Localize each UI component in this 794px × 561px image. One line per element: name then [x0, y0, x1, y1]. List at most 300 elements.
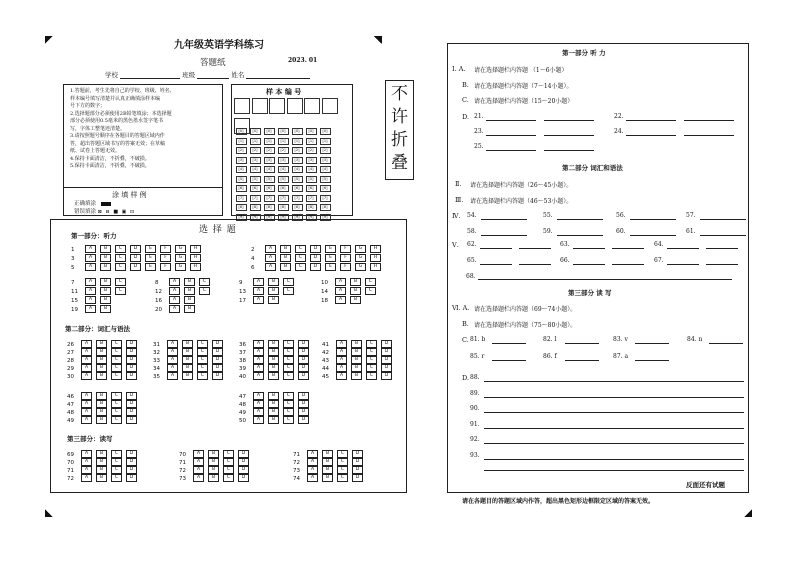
answer-bubble[interactable]: E — [325, 245, 336, 253]
answer-bubble[interactable]: C — [283, 416, 294, 424]
answer-bubble[interactable]: A — [193, 466, 204, 474]
answer-bubble[interactable]: C — [115, 278, 126, 286]
answer-bubble[interactable]: A — [81, 364, 92, 372]
answer-bubble[interactable]: C — [365, 278, 376, 286]
answer-bubble[interactable]: D — [126, 474, 137, 482]
sample-digit-bubble[interactable]: [8] — [236, 204, 247, 211]
sample-digit-bubble[interactable]: [3] — [250, 157, 261, 164]
answer-bubble[interactable]: D — [126, 466, 137, 474]
answer-bubble[interactable]: C — [366, 356, 377, 364]
answer-bubble[interactable]: D — [212, 372, 223, 380]
answer-line[interactable] — [684, 120, 734, 121]
answer-line[interactable] — [484, 412, 744, 413]
answer-bubble[interactable]: B — [184, 278, 195, 286]
answer-line[interactable] — [486, 120, 536, 121]
answer-bubble[interactable]: A — [335, 278, 346, 286]
answer-bubble[interactable]: A — [81, 400, 92, 408]
answer-bubble[interactable]: G — [355, 254, 366, 262]
answer-bubble[interactable]: B — [100, 254, 111, 262]
answer-bubble[interactable]: B — [96, 348, 107, 356]
sample-digit-bubble[interactable]: [2] — [320, 147, 331, 154]
answer-bubble[interactable]: G — [175, 254, 186, 262]
answer-bubble[interactable]: C — [111, 458, 122, 466]
answer-bubble[interactable]: F — [160, 245, 171, 253]
answer-bubble[interactable]: A — [253, 400, 264, 408]
answer-bubble[interactable]: A — [81, 372, 92, 380]
answer-bubble[interactable]: A — [167, 372, 178, 380]
answer-bubble[interactable]: C — [197, 372, 208, 380]
answer-bubble[interactable]: A — [81, 392, 92, 400]
answer-bubble[interactable]: D — [212, 356, 223, 364]
answer-bubble[interactable]: B — [268, 392, 279, 400]
answer-bubble[interactable]: F — [160, 263, 171, 271]
sample-digit-bubble[interactable]: [7] — [236, 195, 247, 202]
answer-bubble[interactable]: B — [322, 458, 333, 466]
answer-line[interactable] — [565, 360, 599, 361]
answer-bubble[interactable]: D — [238, 450, 249, 458]
answer-bubble[interactable]: E — [145, 254, 156, 262]
answer-line[interactable] — [565, 343, 599, 344]
answer-bubble[interactable]: B — [96, 392, 107, 400]
answer-line[interactable] — [630, 219, 676, 220]
answer-line[interactable] — [630, 235, 676, 236]
answer-bubble[interactable]: D — [381, 348, 392, 356]
answer-bubble[interactable]: B — [96, 458, 107, 466]
answer-line[interactable] — [480, 264, 512, 265]
answer-bubble[interactable]: C — [337, 450, 348, 458]
answer-bubble[interactable]: D — [212, 364, 223, 372]
answer-bubble[interactable]: D — [130, 263, 141, 271]
answer-line[interactable] — [481, 219, 527, 220]
sample-digit-bubble[interactable]: [6] — [306, 185, 317, 192]
sample-digit-bubble[interactable]: [6] — [264, 185, 275, 192]
sample-digit-bubble[interactable]: [0] — [292, 128, 303, 135]
sample-digit-bubble[interactable]: [1] — [236, 138, 247, 145]
sample-digit-bubble[interactable]: [7] — [292, 195, 303, 202]
answer-bubble[interactable]: D — [298, 348, 309, 356]
answer-bubble[interactable]: C — [111, 372, 122, 380]
sample-digit-bubble[interactable]: [5] — [250, 176, 261, 183]
answer-bubble[interactable]: D — [381, 372, 392, 380]
sample-write-cell[interactable] — [287, 98, 303, 114]
answer-bubble[interactable]: E — [325, 263, 336, 271]
sample-digit-bubble[interactable]: [6] — [320, 185, 331, 192]
answer-bubble[interactable]: C — [366, 348, 377, 356]
sample-digit-bubble[interactable]: [4] — [264, 166, 275, 173]
answer-bubble[interactable]: H — [190, 254, 201, 262]
answer-line[interactable] — [557, 235, 603, 236]
sample-write-cell[interactable] — [234, 98, 250, 114]
answer-bubble[interactable]: B — [268, 356, 279, 364]
answer-line[interactable] — [486, 150, 536, 151]
answer-bubble[interactable]: A — [85, 278, 96, 286]
answer-line[interactable] — [573, 248, 605, 249]
sample-digit-bubble[interactable]: [2] — [264, 147, 275, 154]
answer-bubble[interactable]: D — [298, 356, 309, 364]
sample-digit-bubble[interactable]: [3] — [320, 157, 331, 164]
answer-line[interactable] — [612, 264, 644, 265]
answer-bubble[interactable]: B — [268, 287, 279, 295]
answer-bubble[interactable]: A — [307, 474, 318, 482]
answer-bubble[interactable]: A — [193, 450, 204, 458]
answer-bubble[interactable]: A — [167, 364, 178, 372]
answer-bubble[interactable]: A — [167, 348, 178, 356]
answer-bubble[interactable]: D — [310, 245, 321, 253]
answer-bubble[interactable]: A — [193, 474, 204, 482]
answer-bubble[interactable]: D — [212, 348, 223, 356]
answer-bubble[interactable]: A — [81, 348, 92, 356]
answer-bubble[interactable]: C — [197, 340, 208, 348]
answer-bubble[interactable]: C — [283, 364, 294, 372]
answer-bubble[interactable]: A — [335, 296, 346, 304]
name-field[interactable] — [246, 78, 310, 79]
answer-bubble[interactable]: B — [268, 400, 279, 408]
answer-bubble[interactable]: B — [322, 466, 333, 474]
answer-bubble[interactable]: C — [199, 287, 210, 295]
answer-bubble[interactable]: A — [336, 364, 347, 372]
sample-digit-bubble[interactable]: [3] — [236, 157, 247, 164]
answer-bubble[interactable]: C — [283, 278, 294, 286]
answer-bubble[interactable]: A — [81, 466, 92, 474]
answer-bubble[interactable]: B — [208, 466, 219, 474]
answer-bubble[interactable]: A — [81, 458, 92, 466]
answer-bubble[interactable]: D — [126, 340, 137, 348]
answer-bubble[interactable]: C — [111, 364, 122, 372]
sample-digit-bubble[interactable]: [0] — [250, 128, 261, 135]
answer-bubble[interactable]: B — [280, 263, 291, 271]
answer-line[interactable] — [492, 343, 526, 344]
sample-digit-bubble[interactable]: [7] — [320, 195, 331, 202]
answer-bubble[interactable]: B — [208, 450, 219, 458]
answer-bubble[interactable]: A — [253, 296, 264, 304]
answer-bubble[interactable]: A — [265, 245, 276, 253]
sample-digit-bubble[interactable]: [7] — [264, 195, 275, 202]
sample-digit-bubble[interactable]: [3] — [292, 157, 303, 164]
answer-bubble[interactable]: C — [111, 356, 122, 364]
sample-digit-bubble[interactable]: [2] — [278, 147, 289, 154]
sample-digit-bubble[interactable]: [8] — [306, 204, 317, 211]
sample-digit-bubble[interactable]: [5] — [236, 176, 247, 183]
answer-bubble[interactable]: A — [253, 278, 264, 286]
answer-bubble[interactable]: H — [190, 245, 201, 253]
sample-digit-bubble[interactable]: [5] — [264, 176, 275, 183]
answer-bubble[interactable]: D — [310, 254, 321, 262]
answer-bubble[interactable]: C — [283, 392, 294, 400]
answer-bubble[interactable]: D — [130, 245, 141, 253]
sample-digit-bubble[interactable]: [3] — [264, 157, 275, 164]
answer-bubble[interactable]: C — [223, 474, 234, 482]
sample-digit-bubble[interactable]: [6] — [236, 185, 247, 192]
sample-digit-bubble[interactable]: [7] — [306, 195, 317, 202]
answer-line[interactable] — [480, 248, 512, 249]
answer-line[interactable] — [544, 135, 594, 136]
answer-bubble[interactable]: D — [126, 392, 137, 400]
sample-digit-bubble[interactable]: [0] — [264, 128, 275, 135]
answer-bubble[interactable]: D — [352, 458, 363, 466]
sample-digit-bubble[interactable]: [2] — [292, 147, 303, 154]
answer-line[interactable] — [557, 219, 603, 220]
sample-digit-bubble[interactable]: [6] — [278, 185, 289, 192]
answer-bubble[interactable]: A — [307, 466, 318, 474]
answer-bubble[interactable]: B — [268, 364, 279, 372]
answer-bubble[interactable]: C — [197, 364, 208, 372]
sample-digit-bubble[interactable]: [2] — [236, 147, 247, 154]
answer-bubble[interactable]: C — [295, 245, 306, 253]
answer-bubble[interactable]: B — [350, 278, 361, 286]
answer-bubble[interactable]: D — [126, 450, 137, 458]
answer-line[interactable] — [573, 264, 605, 265]
answer-bubble[interactable]: A — [253, 372, 264, 380]
answer-line[interactable] — [700, 219, 746, 220]
answer-bubble[interactable]: A — [253, 340, 264, 348]
answer-bubble[interactable]: D — [381, 340, 392, 348]
answer-bubble[interactable]: B — [350, 296, 361, 304]
answer-bubble[interactable]: B — [96, 372, 107, 380]
answer-bubble[interactable]: B — [96, 416, 107, 424]
sample-digit-bubble[interactable]: [8] — [264, 204, 275, 211]
sample-digit-bubble[interactable]: [1] — [264, 138, 275, 145]
answer-bubble[interactable]: A — [167, 340, 178, 348]
answer-bubble[interactable]: C — [111, 408, 122, 416]
sample-digit-bubble[interactable]: [4] — [278, 166, 289, 173]
answer-bubble[interactable]: B — [351, 348, 362, 356]
answer-bubble[interactable]: A — [169, 278, 180, 286]
answer-line[interactable] — [478, 279, 732, 280]
answer-bubble[interactable]: D — [298, 416, 309, 424]
sample-digit-bubble[interactable]: [4] — [236, 166, 247, 173]
answer-line[interactable] — [484, 397, 744, 398]
answer-line[interactable] — [481, 235, 527, 236]
answer-bubble[interactable]: D — [352, 466, 363, 474]
answer-bubble[interactable]: B — [184, 305, 195, 313]
answer-bubble[interactable]: D — [298, 340, 309, 348]
answer-bubble[interactable]: C — [283, 408, 294, 416]
answer-bubble[interactable]: D — [126, 348, 137, 356]
answer-bubble[interactable]: B — [100, 245, 111, 253]
answer-bubble[interactable]: B — [351, 372, 362, 380]
sample-digit-bubble[interactable]: [0] — [278, 128, 289, 135]
answer-line[interactable] — [484, 459, 744, 460]
answer-line[interactable] — [484, 443, 744, 444]
answer-bubble[interactable]: D — [212, 340, 223, 348]
answer-line[interactable] — [635, 360, 669, 361]
answer-bubble[interactable]: A — [253, 348, 264, 356]
answer-bubble[interactable]: H — [370, 245, 381, 253]
sample-write-cell[interactable] — [252, 98, 268, 114]
answer-bubble[interactable]: C — [111, 348, 122, 356]
answer-bubble[interactable]: D — [298, 372, 309, 380]
answer-bubble[interactable]: D — [298, 408, 309, 416]
answer-bubble[interactable]: F — [160, 254, 171, 262]
answer-bubble[interactable]: A — [85, 245, 96, 253]
sample-digit-bubble[interactable]: [9] — [278, 214, 289, 221]
sample-digit-bubble[interactable]: [5] — [292, 176, 303, 183]
answer-bubble[interactable]: B — [184, 296, 195, 304]
answer-bubble[interactable]: G — [355, 245, 366, 253]
answer-bubble[interactable]: A — [253, 364, 264, 372]
answer-bubble[interactable]: D — [126, 364, 137, 372]
answer-line[interactable] — [519, 264, 551, 265]
answer-bubble[interactable]: D — [310, 263, 321, 271]
answer-bubble[interactable]: C — [115, 245, 126, 253]
answer-line[interactable] — [484, 428, 744, 429]
answer-bubble[interactable]: G — [175, 245, 186, 253]
answer-bubble[interactable]: D — [126, 356, 137, 364]
answer-bubble[interactable]: A — [81, 408, 92, 416]
answer-line[interactable] — [519, 248, 551, 249]
answer-bubble[interactable]: C — [283, 340, 294, 348]
answer-line[interactable] — [706, 264, 738, 265]
answer-bubble[interactable]: C — [111, 466, 122, 474]
answer-bubble[interactable]: B — [351, 356, 362, 364]
answer-bubble[interactable]: C — [283, 372, 294, 380]
sample-digit-bubble[interactable]: [5] — [278, 176, 289, 183]
answer-bubble[interactable]: B — [351, 340, 362, 348]
answer-bubble[interactable]: D — [126, 458, 137, 466]
sample-digit-bubble[interactable]: [8] — [292, 204, 303, 211]
answer-bubble[interactable]: C — [366, 372, 377, 380]
sample-digit-bubble[interactable]: [9] — [250, 214, 261, 221]
answer-bubble[interactable]: C — [283, 400, 294, 408]
answer-bubble[interactable]: B — [100, 263, 111, 271]
answer-bubble[interactable]: B — [268, 408, 279, 416]
answer-line[interactable] — [709, 343, 743, 344]
answer-bubble[interactable]: B — [322, 450, 333, 458]
sample-digit-bubble[interactable]: [5] — [306, 176, 317, 183]
answer-bubble[interactable]: A — [169, 305, 180, 313]
sample-write-cell[interactable] — [304, 98, 320, 114]
answer-bubble[interactable]: A — [265, 254, 276, 262]
answer-bubble[interactable]: B — [96, 400, 107, 408]
answer-bubble[interactable]: C — [111, 340, 122, 348]
answer-bubble[interactable]: D — [352, 450, 363, 458]
answer-bubble[interactable]: A — [85, 263, 96, 271]
answer-bubble[interactable]: A — [81, 450, 92, 458]
answer-bubble[interactable]: D — [126, 400, 137, 408]
answer-bubble[interactable]: A — [85, 287, 96, 295]
answer-bubble[interactable]: C — [283, 356, 294, 364]
sample-digit-bubble[interactable]: [8] — [320, 204, 331, 211]
answer-bubble[interactable]: C — [223, 450, 234, 458]
answer-line[interactable] — [667, 264, 699, 265]
answer-bubble[interactable]: B — [100, 287, 111, 295]
answer-bubble[interactable]: A — [169, 287, 180, 295]
answer-line[interactable] — [684, 135, 734, 136]
answer-line[interactable] — [486, 135, 536, 136]
answer-bubble[interactable]: B — [182, 372, 193, 380]
answer-bubble[interactable]: B — [268, 296, 279, 304]
answer-line[interactable] — [706, 248, 738, 249]
answer-bubble[interactable]: C — [115, 254, 126, 262]
answer-bubble[interactable]: B — [268, 340, 279, 348]
answer-line[interactable] — [626, 120, 676, 121]
answer-line[interactable] — [700, 235, 746, 236]
answer-bubble[interactable]: E — [145, 245, 156, 253]
sample-digit-bubble[interactable]: [2] — [306, 147, 317, 154]
answer-bubble[interactable]: E — [325, 254, 336, 262]
answer-bubble[interactable]: C — [223, 466, 234, 474]
answer-bubble[interactable]: A — [253, 408, 264, 416]
answer-bubble[interactable]: C — [365, 287, 376, 295]
answer-bubble[interactable]: A — [81, 474, 92, 482]
answer-bubble[interactable]: B — [268, 348, 279, 356]
sample-digit-bubble[interactable]: [4] — [306, 166, 317, 173]
sample-digit-bubble[interactable]: [6] — [250, 185, 261, 192]
answer-bubble[interactable]: C — [115, 287, 126, 295]
sample-digit-bubble[interactable]: [4] — [292, 166, 303, 173]
answer-bubble[interactable]: D — [352, 474, 363, 482]
answer-bubble[interactable]: A — [85, 296, 96, 304]
answer-bubble[interactable]: B — [96, 466, 107, 474]
answer-bubble[interactable]: H — [190, 263, 201, 271]
answer-bubble[interactable]: D — [298, 392, 309, 400]
answer-bubble[interactable]: C — [223, 458, 234, 466]
answer-bubble[interactable]: A — [336, 356, 347, 364]
answer-bubble[interactable]: C — [337, 466, 348, 474]
answer-bubble[interactable]: B — [280, 254, 291, 262]
answer-bubble[interactable]: B — [268, 278, 279, 286]
sample-digit-bubble[interactable]: [7] — [250, 195, 261, 202]
sample-digit-bubble[interactable]: [0] — [306, 128, 317, 135]
sample-digit-bubble[interactable]: [1] — [292, 138, 303, 145]
answer-line[interactable] — [544, 120, 594, 121]
answer-bubble[interactable]: B — [100, 305, 111, 313]
sample-digit-bubble[interactable]: [1] — [278, 138, 289, 145]
answer-line[interactable] — [626, 135, 676, 136]
sample-digit-bubble[interactable]: [6] — [292, 185, 303, 192]
answer-bubble[interactable]: A — [253, 287, 264, 295]
sample-digit-bubble[interactable]: [4] — [320, 166, 331, 173]
answer-bubble[interactable]: B — [182, 364, 193, 372]
answer-bubble[interactable]: D — [126, 372, 137, 380]
answer-bubble[interactable]: A — [167, 356, 178, 364]
sample-digit-bubble[interactable]: [9] — [236, 214, 247, 221]
answer-bubble[interactable]: A — [253, 416, 264, 424]
answer-bubble[interactable]: F — [340, 263, 351, 271]
answer-bubble[interactable]: A — [336, 348, 347, 356]
answer-bubble[interactable]: D — [126, 408, 137, 416]
answer-bubble[interactable]: C — [337, 458, 348, 466]
answer-bubble[interactable]: D — [381, 356, 392, 364]
sample-digit-bubble[interactable]: [0] — [236, 128, 247, 135]
answer-bubble[interactable]: C — [111, 474, 122, 482]
answer-bubble[interactable]: B — [350, 287, 361, 295]
answer-bubble[interactable]: D — [130, 254, 141, 262]
answer-line[interactable] — [544, 150, 594, 151]
answer-bubble[interactable]: A — [307, 450, 318, 458]
answer-line[interactable] — [492, 360, 526, 361]
answer-line[interactable] — [667, 248, 699, 249]
answer-bubble[interactable]: B — [100, 278, 111, 286]
school-field[interactable] — [120, 78, 180, 79]
answer-bubble[interactable]: A — [307, 458, 318, 466]
answer-bubble[interactable]: A — [336, 372, 347, 380]
answer-bubble[interactable]: A — [253, 392, 264, 400]
answer-bubble[interactable]: B — [96, 340, 107, 348]
answer-bubble[interactable]: B — [268, 372, 279, 380]
answer-bubble[interactable]: B — [184, 287, 195, 295]
answer-bubble[interactable]: D — [238, 474, 249, 482]
sample-digit-bubble[interactable]: [9] — [264, 214, 275, 221]
answer-bubble[interactable]: B — [96, 450, 107, 458]
answer-bubble[interactable]: B — [96, 474, 107, 482]
sample-digit-bubble[interactable]: [3] — [278, 157, 289, 164]
answer-bubble[interactable]: D — [298, 364, 309, 372]
sample-digit-bubble[interactable]: [0] — [320, 128, 331, 135]
answer-bubble[interactable]: A — [169, 296, 180, 304]
answer-bubble[interactable]: B — [100, 296, 111, 304]
answer-bubble[interactable]: G — [175, 263, 186, 271]
